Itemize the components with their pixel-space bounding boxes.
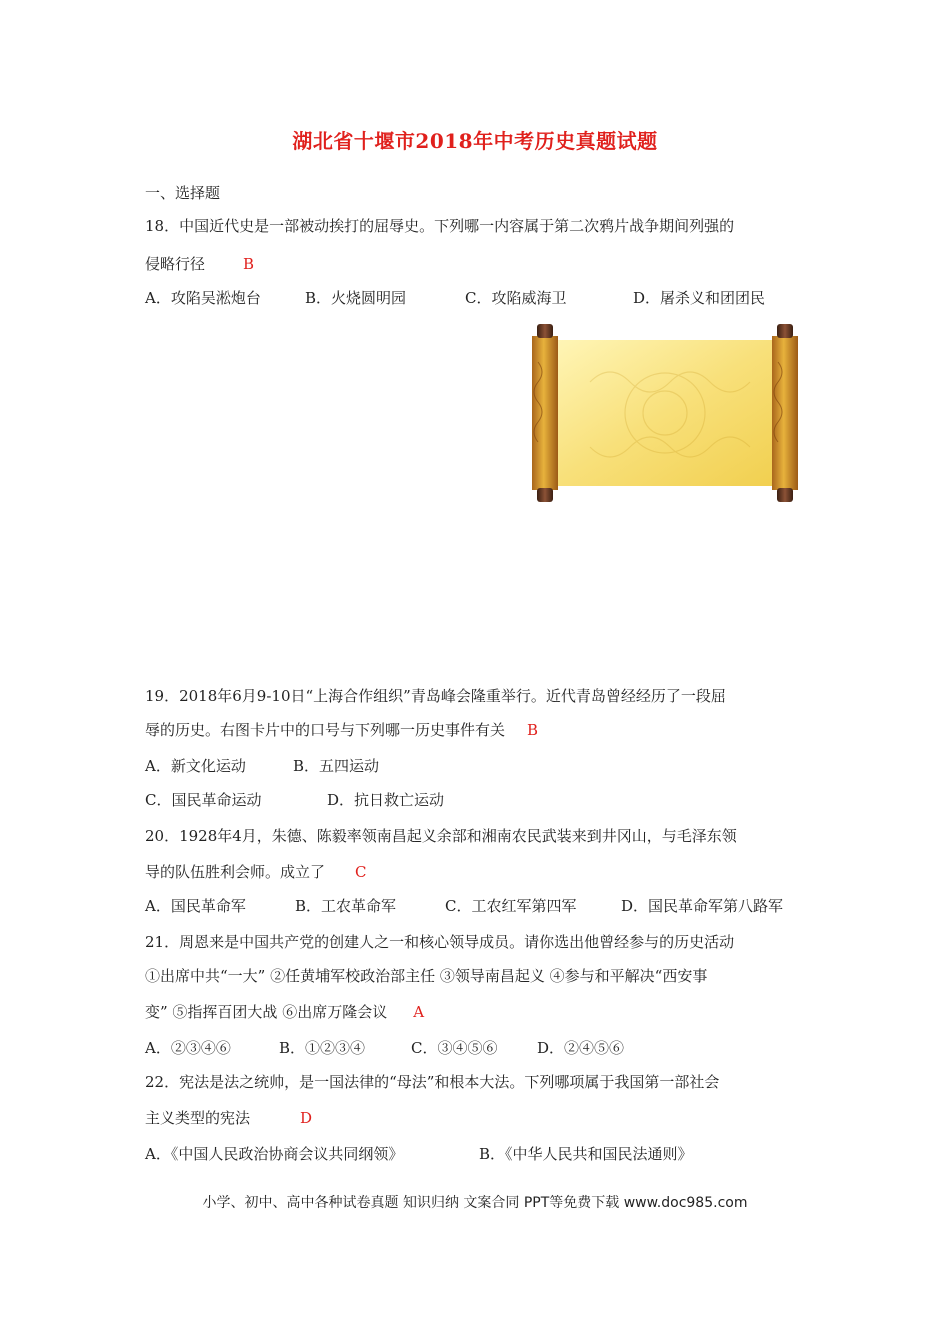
q22-text-line2 [145,1108,312,1128]
q21-stem: 变” ⑤指挥百团大战 ⑥出席万隆会议 [145,1003,388,1021]
q20-option-b: B．工农革命军 [295,897,397,915]
q21-options [145,1038,624,1058]
q21-text-line1: 21．周恩来是中国共产党的创建人之一和核心领导成员。请你选出他曾经参与的历史活动 [145,933,735,951]
section-heading: 一、选择题 [145,184,221,202]
q21-text-line2: ①出席中共“一大” ②任黄埔军校政治部主任 ③领导南昌起义 ④参与和平解决“西安事 [145,967,708,985]
q20-text-line1: 20．1928年4月，朱德、陈毅率领南昌起义余部和湘南农民武装来到井冈山，与毛泽东领 [145,827,737,845]
q20-option-d: D．国民革命军第八路军 [621,897,784,915]
q19-option-d: D．抗日救亡运动 [327,791,445,809]
q21-option-c: C．③④⑤⑥ [411,1039,498,1057]
q18-option-a: A．攻陷吴淞炮台 [145,289,261,307]
q22-stem: 主义类型的宪法 [145,1109,251,1127]
q19-text-line1: 19．2018年6月9-10日“上海合作组织”青岛峰会隆重举行。近代青岛曾经经历了一段屈 [145,687,726,705]
document-title: 湖北省十堰市2018年中考历史真题试题 [292,129,658,153]
q20-option-a: A．国民革命军 [145,897,246,915]
q21-option-d: D．②④⑤⑥ [537,1039,625,1057]
q19-stem: 辱的历史。右图卡片中的口号与下列哪一历史事件有关 [145,721,506,739]
q18-text-line1: 18．中国近代史是一部被动挨打的屈辱史。下列哪一内容属于第二次鸦片战争期间列强的 [145,217,735,235]
q18-stem: 侵略行径 [145,255,206,273]
scroll-card-image [520,322,810,504]
q22-options [145,1144,693,1164]
q21-option-b: B．①②③④ [279,1039,366,1057]
q22-answer: D [300,1109,313,1127]
q19-options-row1 [145,756,379,776]
q19-option-b: B．五四运动 [293,757,380,775]
q21-answer: A [413,1003,425,1021]
q21-text-line3 [145,1002,424,1022]
q20-options [145,896,783,916]
q18-text-line2 [145,254,254,274]
q19-option-c: C．国民革命运动 [145,791,262,809]
q19-text-line2 [145,720,538,740]
q18-answer: B [243,255,255,273]
q19-options-row2 [145,790,444,810]
page-footer: 小学、初中、高中各种试卷真题 知识归纳 文案合同 PPT等免费下载 www.doc985.com [202,1195,748,1211]
q20-answer: C [355,863,367,881]
q19-answer: B [527,721,539,739]
q20-option-c: C．工农红军第四军 [445,897,577,915]
q18-option-d: D．屠杀义和团团民 [633,289,766,307]
q22-option-a: A．《中国人民政治协商会议共同纲领》 [145,1145,404,1163]
q18-option-c: C．攻陷威海卫 [465,289,567,307]
q19-option-a: A．新文化运动 [145,757,246,775]
q22-option-b: B．《中华人民共和国民法通则》 [479,1145,693,1163]
q18-options [145,288,765,308]
q20-stem: 导的队伍胜利会师。成立了 [145,863,326,881]
q21-option-a: A．②③④⑥ [145,1039,231,1057]
q18-option-b: B．火烧圆明园 [305,289,407,307]
q20-text-line2 [145,862,367,882]
q22-text-line1: 22．宪法是法之统帅，是一国法律的“母法”和根本大法。下列哪项属于我国第一部社会 [145,1073,720,1091]
